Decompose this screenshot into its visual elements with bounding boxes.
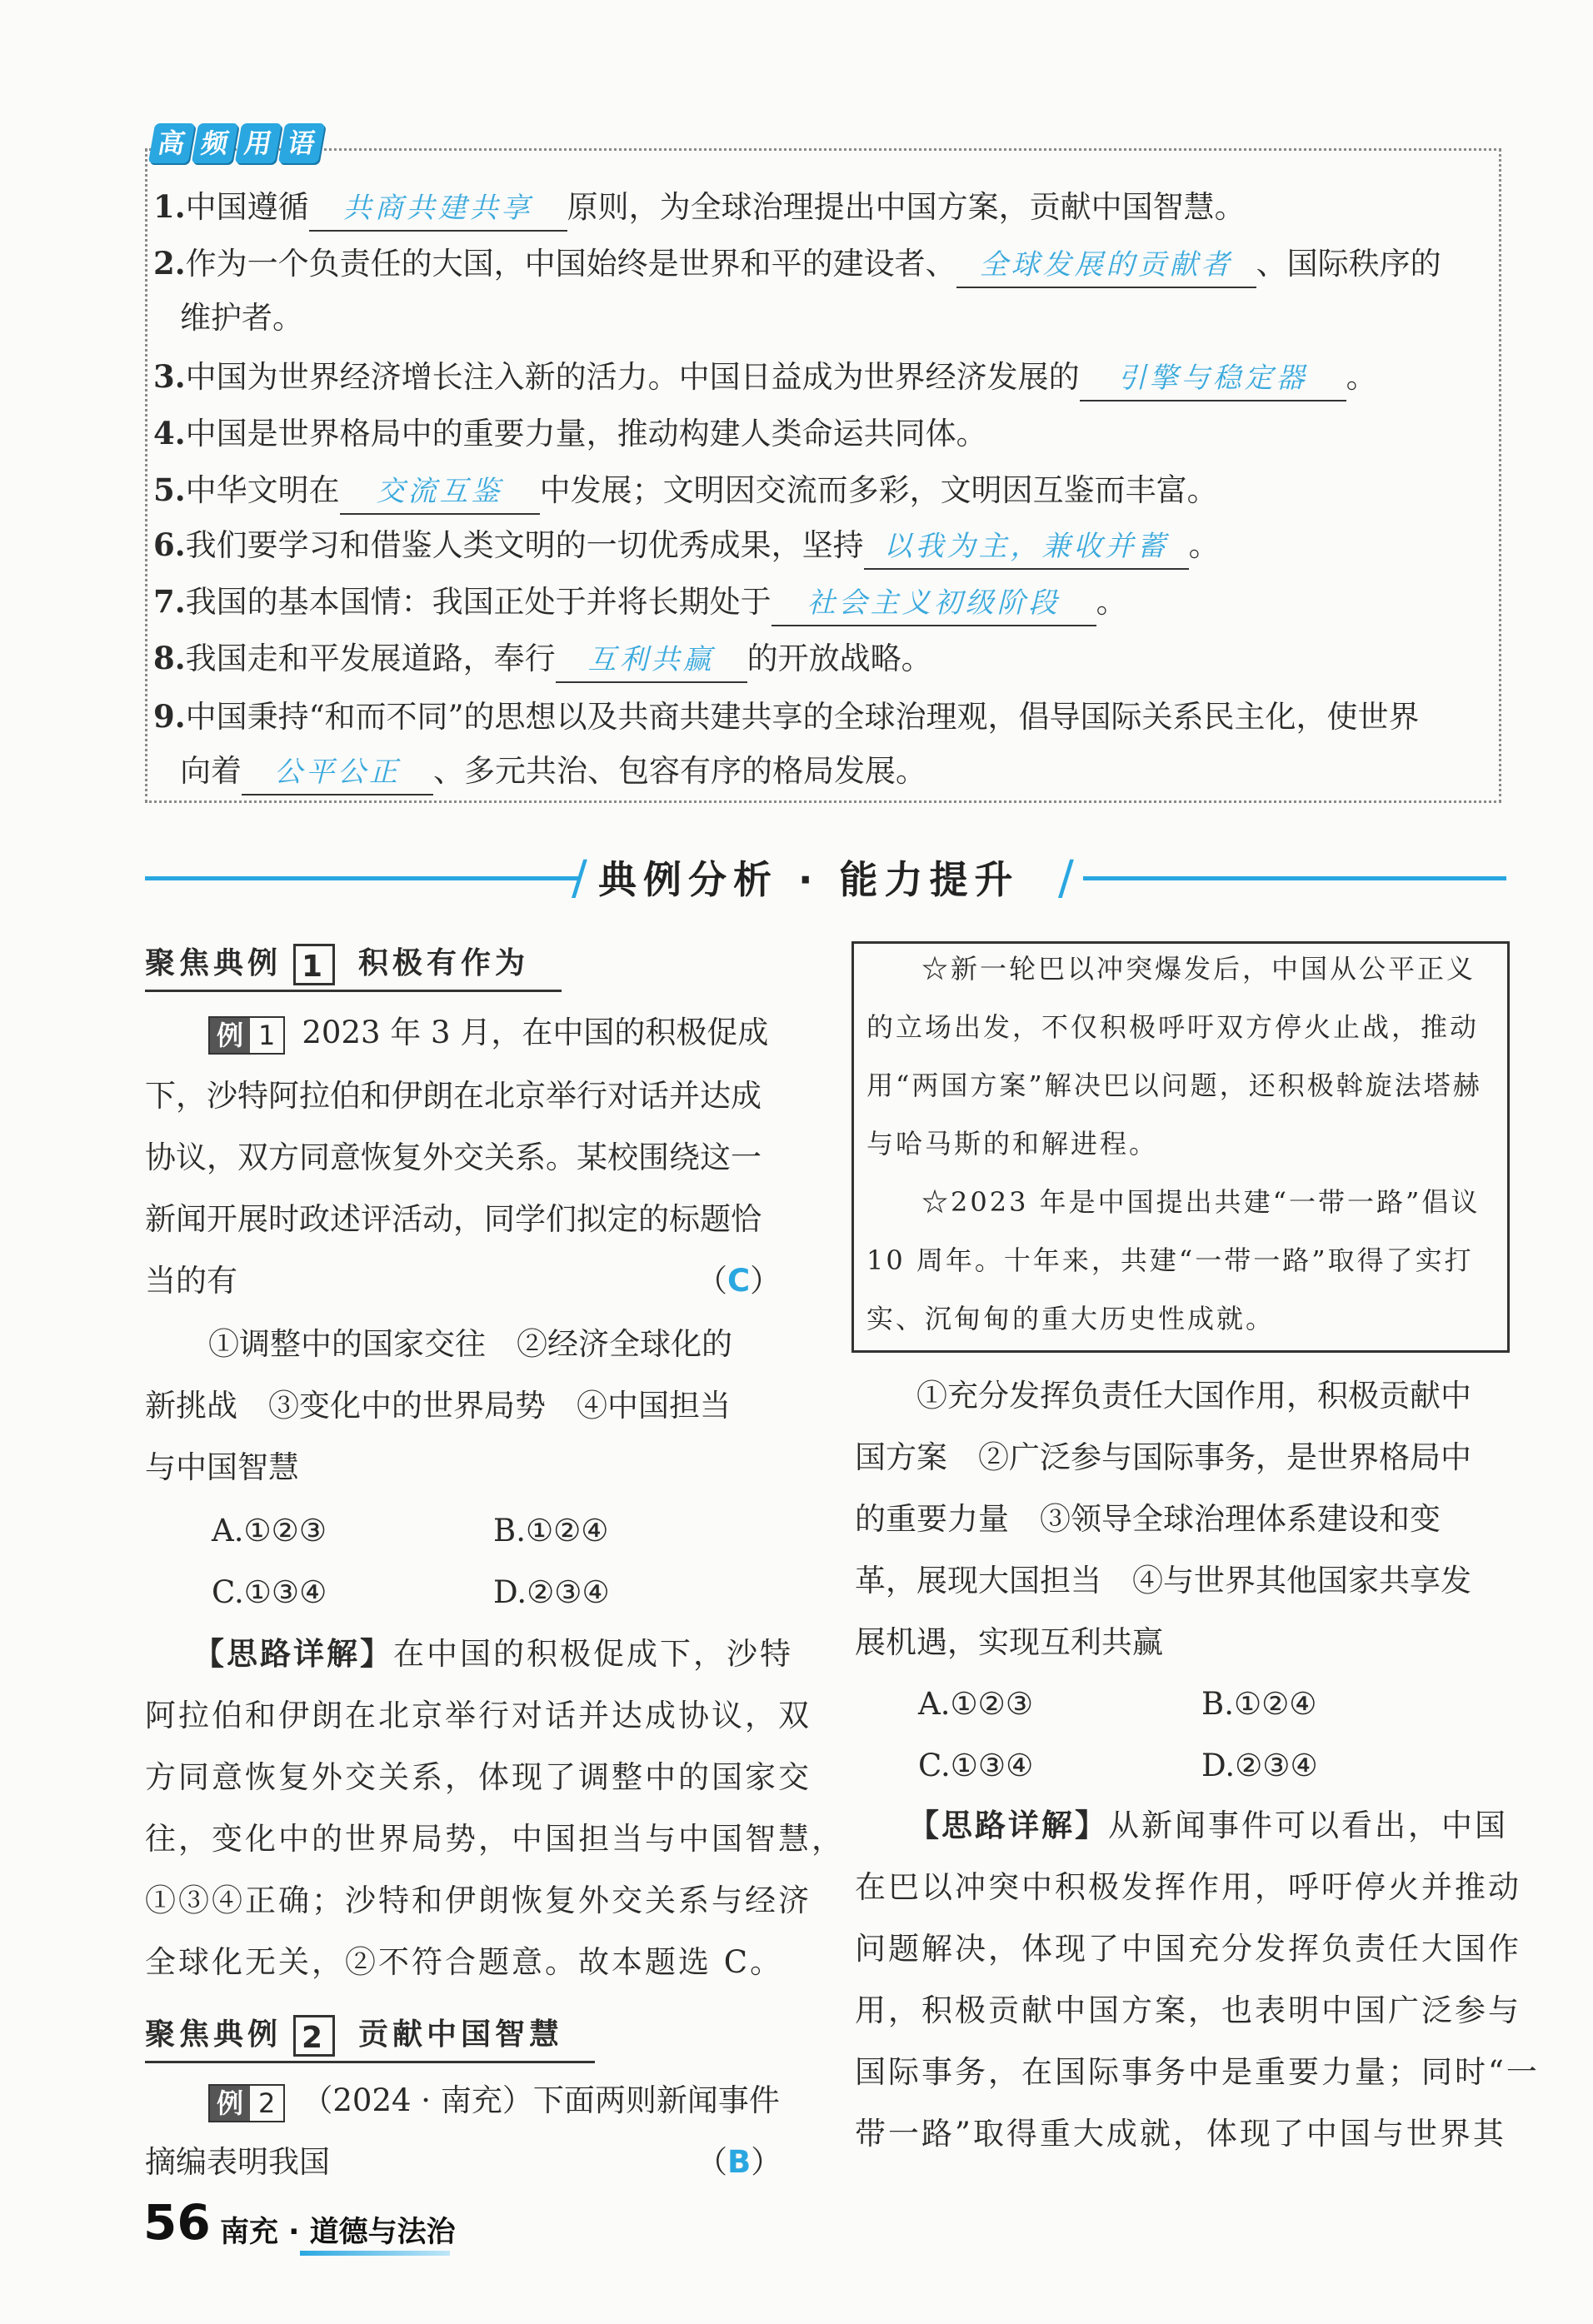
terms-tag	[152, 123, 322, 163]
analysis2-line: 国际事务，在国际事务中是重要力量；同时“一	[855, 2054, 1540, 2090]
focus-underline	[145, 990, 562, 992]
term-blank: 以我为主，兼收并蓄	[864, 525, 1189, 570]
section-title: 典例分析 · 能力提升	[598, 857, 1020, 902]
focus-number-box: 1	[293, 944, 335, 985]
analysis1-line: 阿拉伯和伊朗在北京举行对话并达成协议，双	[145, 1698, 811, 1733]
example1-options: ①调整中的国家交往 ②经济全球化的	[208, 1326, 732, 1362]
example2-options: 展机遇，实现互利共赢	[855, 1624, 1163, 1660]
example1-line: 当的有	[145, 1263, 237, 1299]
terms-tag-char: 高	[148, 123, 195, 163]
choice-b: B.①②④	[1201, 1686, 1317, 1722]
example1-line: 新闻开展时政述评活动，同学们拟定的标题恰	[145, 1201, 762, 1237]
example-tag: 例 1	[208, 1016, 285, 1055]
term-item-2: 2.作为一个负责任的大国，中国始终是世界和平的建设者、 全球发展的贡献者 、国际秩序的	[153, 242, 1441, 288]
analysis2-line: 用，积极贡献中国方案，也表明中国广泛参与	[855, 1992, 1521, 2028]
example2-line: 例 2 （2024 · 南充）下面两则新闻事件	[208, 2079, 780, 2122]
term-item-7: 7.我国的基本国情：我国正处于并将长期处于 社会主义初级阶段 。	[153, 580, 1127, 626]
example2-options: 的重要力量 ③领导全球治理体系建设和变	[855, 1501, 1441, 1537]
example1-line: 下，沙特阿拉伯和伊朗在北京举行对话并达成	[145, 1078, 762, 1114]
analysis2-line: 问题解决，体现了中国充分发挥负责任大国作	[855, 1931, 1521, 1967]
news-line: 10 周年。十年来，共建“一带一路”取得了实打	[866, 1244, 1474, 1276]
term-item-2-cont: 维护者。	[180, 300, 303, 336]
news-line: 与哈马斯的和解进程。	[866, 1128, 1159, 1160]
analysis1-line: 【思路详解】在中国的积极促成下，沙特	[193, 1636, 793, 1672]
term-item-1: 1.中国遵循 共商共建共享 原则，为全球治理提出中国方案，贡献中国智慧。	[153, 185, 1246, 232]
choice-d: D.②③④	[493, 1574, 610, 1610]
example1-options: 新挑战 ③变化中的世界局势 ④中国担当	[145, 1388, 731, 1424]
term-item-5: 5.中华文明在 交流互鉴 中发展；文明因交流而多彩，文明因互鉴而丰富。	[153, 468, 1218, 515]
term-blank: 全球发展的贡献者	[956, 243, 1256, 288]
term-item-6: 6.我们要学习和借鉴人类文明的一切优秀成果，坚持 以我为主，兼收并蓄 。	[153, 523, 1220, 570]
news-line: ☆2023 年是中国提出共建“一带一路”倡议	[921, 1186, 1481, 1218]
example-tag: 例 2	[208, 2084, 285, 2122]
example2-options: 革，展现大国担当 ④与世界其他国家共享发	[855, 1563, 1471, 1598]
page-number: 56	[143, 2194, 211, 2251]
example1-line: 协议，双方同意恢复外交关系。某校围绕这一	[145, 1140, 762, 1175]
terms-tag-char: 频	[192, 123, 238, 163]
terms-tag-char: 用	[235, 123, 282, 163]
choice-c: C.①③④	[212, 1574, 327, 1610]
choice-d: D.②③④	[1201, 1748, 1318, 1783]
choice-a: A.①②③	[212, 1513, 327, 1549]
analysis1-line: ①③④正确；沙特和伊朗恢复外交关系与经济	[145, 1883, 811, 1918]
terms-tag-char: 语	[278, 123, 325, 163]
news-line: ☆新一轮巴以冲突爆发后，中国从公平正义	[921, 953, 1476, 985]
focus-heading-2: 聚焦典例 2 贡献中国智慧	[145, 2011, 563, 2057]
example1-options: 与中国智慧	[145, 1449, 299, 1485]
example1-line: 例 1 2023 年 3 月，在中国的积极促成	[208, 1011, 768, 1055]
choice-b: B.①②④	[493, 1513, 609, 1549]
section-slash-left: /	[572, 851, 587, 905]
page-footer-title: 南充 · 道德与法治	[220, 2216, 456, 2249]
example2-options: ①充分发挥负责任大国作用，积极贡献中	[916, 1378, 1471, 1414]
analysis1-line: 全球化无关，②不符合题意。故本题选 C。	[145, 1944, 784, 1980]
choice-a: A.①②③	[918, 1686, 1033, 1722]
term-item-3: 3.中国为世界经济增长注入新的活力。中国日益成为世界经济发展的 引擎与稳定器 。	[153, 355, 1377, 401]
example1-answer: （C）	[697, 1263, 782, 1299]
term-item-9: 9.中国秉持“和而不同”的思想以及共商共建共享的全球治理观，倡导国际关系民主化，使世界	[153, 698, 1420, 735]
focus-number-box: 2	[293, 2015, 335, 2057]
section-line-left	[145, 876, 578, 880]
term-item-4: 4.中国是世界格局中的重要力量，推动构建人类命运共同体。	[153, 415, 987, 451]
news-line: 实、沉甸甸的重大历史性成就。	[866, 1303, 1276, 1334]
example2-answer: （B）	[697, 2144, 782, 2180]
choice-c: C.①③④	[918, 1748, 1034, 1783]
focus-heading-1: 聚焦典例 1 积极有作为	[145, 940, 529, 985]
term-item-8: 8.我国走和平发展道路，奉行 互利共赢 的开放战略。	[153, 636, 932, 683]
section-line-right	[1083, 876, 1506, 880]
analysis1-line: 方同意恢复外交关系，体现了调整中的国家交	[145, 1759, 811, 1795]
analysis2-line: 带一路”取得重大成就，体现了中国与世界其	[855, 2116, 1506, 2152]
example2-options: 国方案 ②广泛参与国际事务，是世界格局中	[855, 1439, 1471, 1475]
news-line: 的立场出发，不仅积极呼吁双方停火止战，推动	[866, 1011, 1480, 1043]
focus-underline	[145, 2061, 595, 2063]
footer-accent-bar	[300, 2251, 450, 2256]
term-blank: 共商共建共享	[309, 187, 567, 232]
analysis1-line: 往，变化中的世界局势，中国担当与中国智慧，	[145, 1821, 845, 1857]
news-line: 用“两国方案”解决巴以问题，还积极斡旋法塔赫	[866, 1070, 1482, 1101]
example2-line: 摘编表明我国	[145, 2144, 330, 2180]
analysis2-line: 【思路详解】从新闻事件可以看出，中国	[908, 1808, 1508, 1843]
analysis2-line: 在巴以冲突中积极发挥作用，呼吁停火并推动	[855, 1869, 1521, 1905]
term-blank: 社会主义初级阶段	[772, 581, 1096, 626]
term-blank: 交流互鉴	[340, 470, 540, 515]
term-blank: 公平公正	[242, 751, 433, 795]
term-blank: 互利共赢	[556, 638, 747, 683]
section-slash-right: /	[1058, 851, 1074, 905]
term-blank: 引擎与稳定器	[1080, 357, 1346, 401]
term-item-9-cont: 向着 公平公正 、多元共治、包容有序的格局发展。	[180, 750, 926, 795]
